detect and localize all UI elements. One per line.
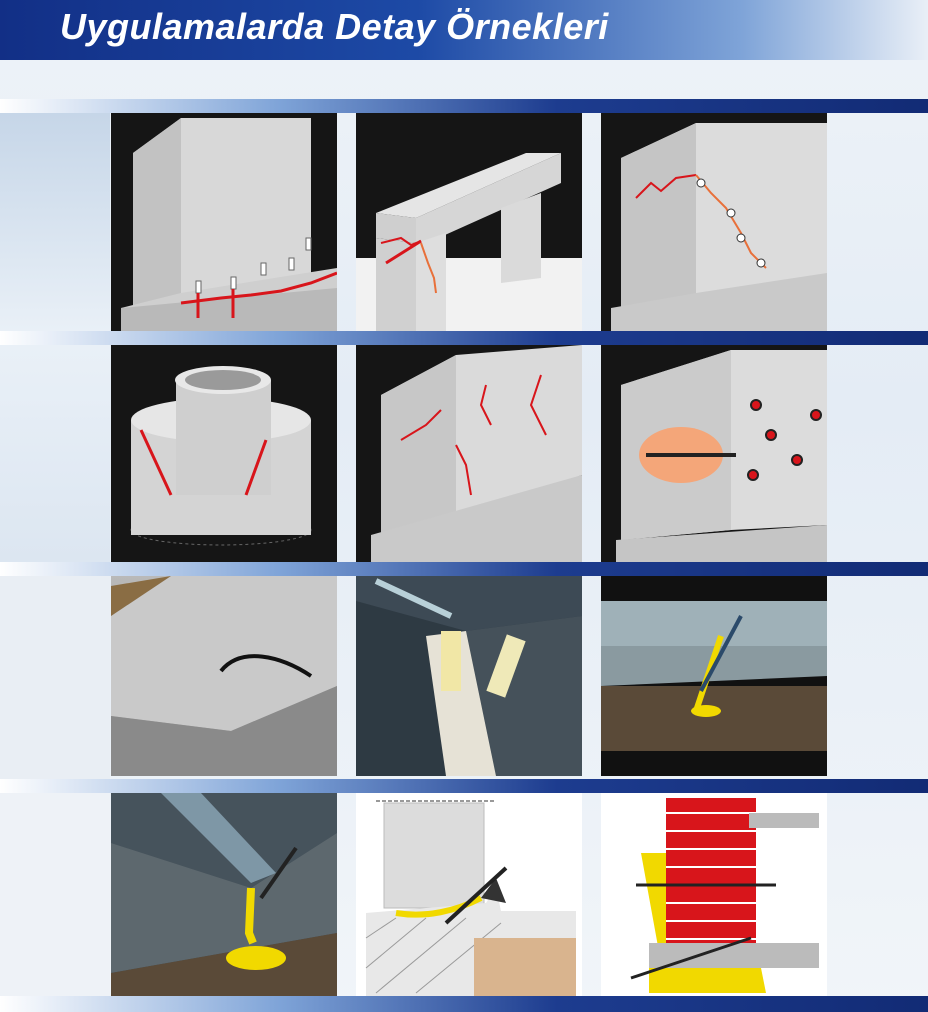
page-title: Uygulamalarda Detay Örnekleri xyxy=(60,6,609,47)
panel-wall-base-crack xyxy=(111,113,337,331)
panel-membrane-joint-injection xyxy=(111,793,337,996)
panel-joint-sealing xyxy=(356,576,582,776)
panel-wall-multi-crack xyxy=(356,345,582,562)
side-decoration xyxy=(0,793,110,996)
panel-wall-footing-joint xyxy=(356,793,582,996)
panel-brick-wall-injection xyxy=(601,793,827,996)
panel-slab-surface-injection xyxy=(111,576,337,776)
row-divider xyxy=(0,331,928,345)
panel-floor-crack-injection xyxy=(601,576,827,776)
bottom-bar xyxy=(0,996,928,1012)
row-divider xyxy=(0,562,928,576)
side-decoration xyxy=(0,113,110,331)
side-decoration xyxy=(0,576,110,779)
panel-honeycomb-anchor xyxy=(601,345,827,562)
row-divider xyxy=(0,779,928,793)
panel-pipe-collar-injection xyxy=(111,345,337,562)
row-divider xyxy=(0,99,928,113)
panel-frame-corner-crack xyxy=(356,113,582,331)
panel-wall-diagonal-crack xyxy=(601,113,827,331)
side-decoration xyxy=(0,345,110,562)
header-banner xyxy=(0,0,928,60)
